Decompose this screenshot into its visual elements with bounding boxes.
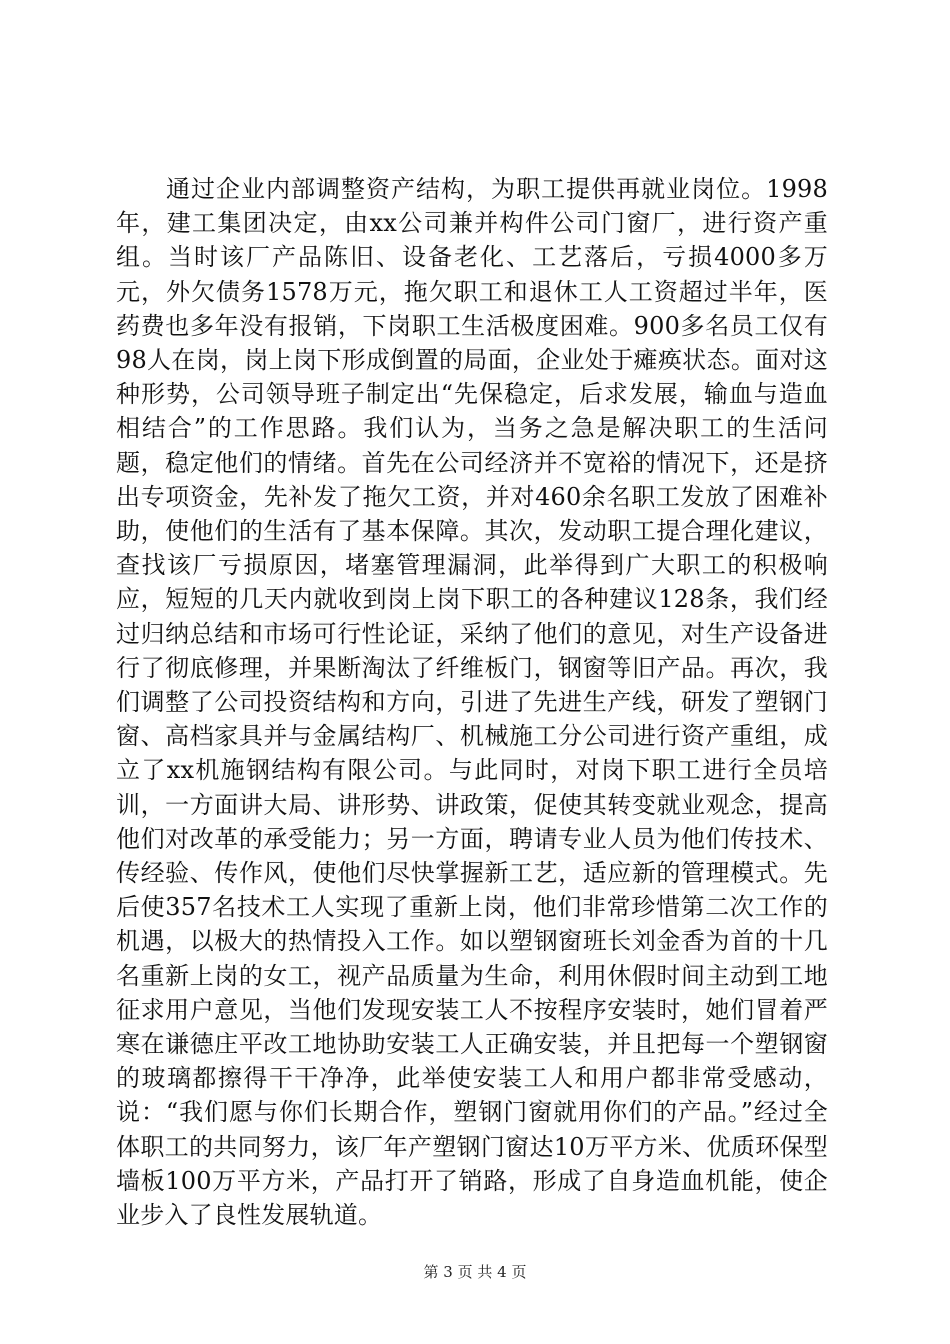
body-paragraph: 通过企业内部调整资产结构，为职工提供再就业岗位。1998年，建工集团决定，由xx公司兼并构件公司门窗厂，进行资产重组。当时该厂产品陈旧、设备老化、工艺落后，亏损4000多万元，外欠债务1578万元，拖欠职工和退休工人工资超过半年，医药费也多年没有报销，下岗职工生活极度困难。900多名员工仅有98人在岗，岗上岗下形成倒置的局面，企业处于瘫痪状态。面对这种形势，公司领导班子制定出“先保稳定，后求发展，输血与造血相结合”的工作思路。我们认为，当务之急是解决职工的生活问题，稳定他们的情绪。首先在公司经济并不宽裕的情况下，还是挤出专项资金，先补发了拖欠工资，并对460余名职工发放了困难补助，使他们的生活有了基本保障。其次，发动职工提合理化建议，查找该厂亏损原因，堵塞管理漏洞，此举得到广大职工的积极响应，短短的几天内就收到岗上岗下职工的各种建议128条，我们经过归纳总结和市场可行性论证，采纳了他们的意见，对生产设备进行了彻底修理，并果断淘汰了纤维板门，钢窗等旧产品。再次，我们调整了公司投资结构和方向，引进了先进生产线，研发了塑钢门窗、高档家具并与金属结构厂、机械施工分公司进行资产重组，成立了xx机施钢结构有限公司。与此同时，对岗下职工进行全员培训，一方面讲大局、讲形势、讲政策，促使其转变就业观念，提高他们对改革的承受能力；另一方面，聘请专业人员为他们传技术、传经验、传作风，使他们尽快掌握新工艺，适应新的管理模式。先后使357名技术工人实现了重新上岗，他们非常珍惜第二次工作的机遇，以极大的热情投入工作。如以塑钢窗班长刘金香为首的十几名重新上岗的女工，视产品质量为生命，利用休假时间主动到工地征求用户意见，当他们发现安装工人不按程序安装时，她们冒着严寒在谦德庄平改工地协助安装工人正确安装，并且把每一个塑钢窗的玻璃都擦得干干净净，此举使安装工人和用户都非常受感动，说：“我们愿与你们长期合作，塑钢门窗就用你们的产品。”经过全体职工的共同努力，该厂年产塑钢门窗达10万平方米、优质环保型墙板100万平方米，产品打开了销路，形成了自身造血机能，使企业步入了良性发展轨道。 bbox=[116, 175, 828, 1230]
page-number-footer: 第 3 页 共 4 页 bbox=[423, 1263, 527, 1281]
